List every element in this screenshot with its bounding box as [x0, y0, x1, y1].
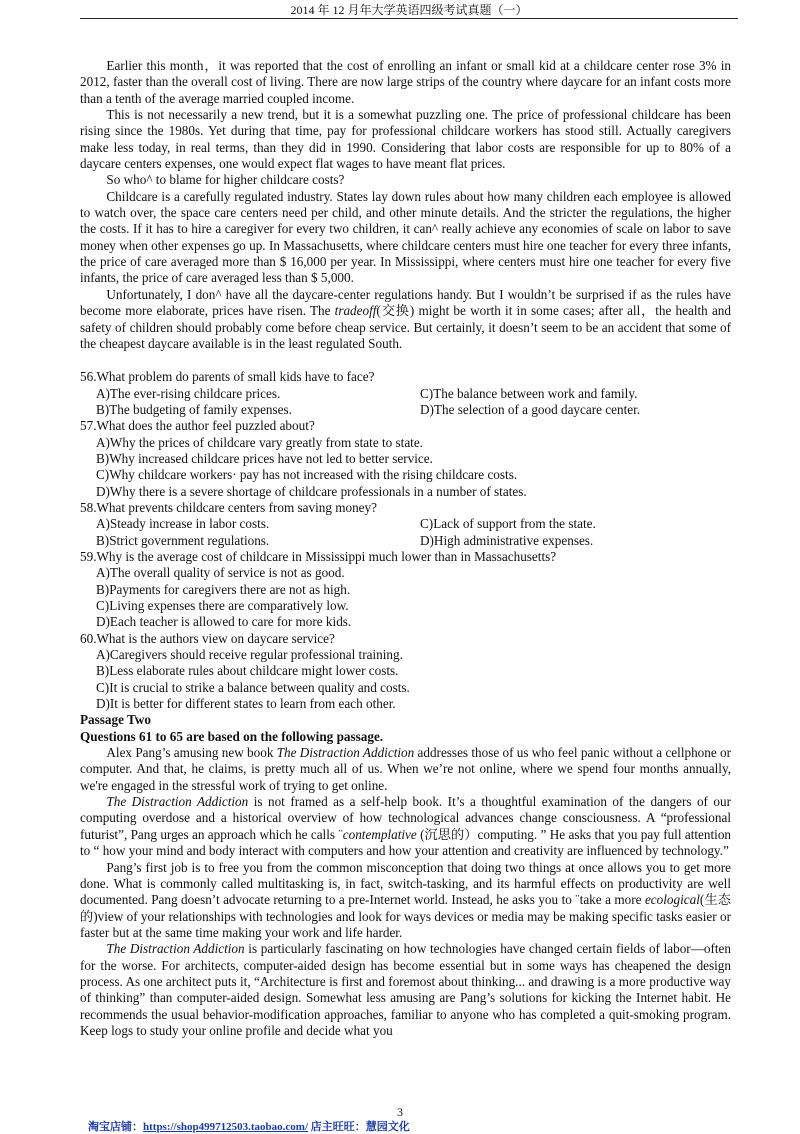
- option-a: A)Steady increase in labor costs.: [96, 516, 270, 532]
- question-stem: 57.What does the author feel puzzled about?: [80, 418, 315, 434]
- option-b: B)Less elaborate rules about childcare might lower costs.: [96, 663, 399, 679]
- option-c: C)The balance between work and family.: [420, 385, 638, 401]
- option-b: B)Payments for caregivers there are not as high.: [96, 581, 351, 597]
- passage-instruction: Questions 61 to 65 are based on the following passage.: [80, 728, 384, 744]
- book-title: The Distraction Addiction: [106, 794, 249, 810]
- paragraph-text: (生态的)view of your relationships with technologies and look for ways devices or media may be making specific tasks easier or faster but at the same time making your work and life harder.: [80, 892, 731, 940]
- question-stem: 56.What problem do parents of small kids have to face?: [80, 369, 375, 385]
- paragraph-text: Alex Pang’s amusing new book: [106, 745, 277, 761]
- question-stem: 59.Why is the average cost of childcare in Mississippi much lower than in Massachusetts?: [80, 548, 557, 564]
- option-d: D)Each teacher is allowed to care for more kids.: [96, 614, 352, 630]
- passage-paragraph: [80, 794, 731, 859]
- option-d: D)High administrative expenses.: [420, 532, 594, 548]
- passage-paragraph: This is not necessarily a new trend, but it is a somewhat puzzling one. The price of professional childcare has been rising since the 1980s. Yet during that time, pay for professional childcare workers has stood still. Actually caregivers make less today, in real terms, than they did in 1990. Considering that labor costs are responsible for up to 80% of a daycare centers expenses, one would expect flat wages to have meant flat prices.: [80, 107, 731, 172]
- passage-paragraph: [80, 941, 731, 1039]
- option-a: A)Caregivers should receive regular professional training.: [96, 647, 403, 663]
- book-title: The Distraction Addiction: [276, 745, 415, 761]
- passage-paragraph: [80, 745, 731, 794]
- option-b: B)The budgeting of family expenses.: [96, 401, 292, 417]
- passage-paragraph: Childcare is a carefully regulated industry. States lay down rules about how many children each employee is allowed to watch over, the space care centers need per child, and other minute details. And the stricter the regulations, the higher the costs. If it has to hire a caregiver for every two children, it can^ really achieve any economies of scale on labor to save money when other expenses go up. In Massachusetts, where childcare centers must hire one teacher for every three infants, the price of care averaged more than $ 16,000 per year. In Mississippi, where centers must hire one teacher for every five infants, the price of care averaged less than $ 5,000.: [80, 188, 731, 286]
- paragraph-text: Pang’s first job is to free you from the common misconception that doing two things at once allows you to get more done. What is commonly called multitasking is, in fact, switch-tasking, and its harmful effects on productivity are well documented. Pang doesn’t advocate returning to a pre-Internet world. Instead, he asks you to ¨take a more: [80, 859, 731, 908]
- option-d: D)It is better for different states to learn from each other.: [96, 696, 396, 712]
- option-b: B)Why increased childcare prices have not led to better service.: [96, 450, 433, 466]
- option-c: C)Lack of support from the state.: [420, 516, 596, 532]
- option-d: D)Why there is a severe shortage of childcare professionals in a number of states.: [96, 483, 527, 499]
- option-a: A)The overall quality of service is not as good.: [96, 565, 345, 581]
- owner-text: 店主旺旺：慧园文化: [308, 1121, 410, 1133]
- question-stem: 58.What prevents childcare centers from saving money?: [80, 499, 377, 515]
- emphasis-term: contemplative: [342, 826, 417, 842]
- option-b: B)Strict government regulations.: [96, 532, 270, 548]
- option-c: C)Living expenses there are comparatively low.: [96, 598, 349, 613]
- question-57: [80, 418, 731, 500]
- paragraph-text: is particularly fascinating on how technologies have changed certain fields of labor—often for the worse. For architects, computer-aided design has become essential but in some ways has cheapened the design process. As one architect puts it, “Architecture is first and foremost about thinking... and drawing is a more productive way of thinking” than computer-aided design. Somewhat less amusing are Pang’s solutions for kicking the Internet habit. He recommends the usual behavior-modification approaches, familiar to anyone who has completed a quit-smoking program. Keep logs to study your online profile and decide what you: [80, 941, 731, 1038]
- page-header: [80, 2, 738, 19]
- emphasis-term: tradeoff: [334, 303, 377, 319]
- shop-link[interactable]: https://shop499712503.taobao.com/: [143, 1121, 309, 1133]
- page-number: 3: [397, 1105, 403, 1119]
- header-title: 2014 年 12 月年大学英语四级考试真题（一）: [290, 3, 528, 17]
- paragraph-text: addresses those of us who feel panic without a cellphone or computer. And that, he claims, is pretty much all of us. When we’re not online, where we spend four months annually, we're engaged in the stressful work of trying to get online.: [80, 745, 731, 793]
- emphasis-term: ecological: [644, 892, 700, 908]
- passage-paragraph: Earlier this month，it was reported that the cost of enrolling an infant or small kid at a childcare center rose 3% in 2012, faster than the overall cost of living. There are now large strips of the country where daycare for an infant costs more than a tenth of the average married coupled income.: [80, 58, 731, 106]
- option-a: A)The ever-rising childcare prices.: [96, 385, 281, 401]
- option-c: C)It is crucial to strike a balance between quality and costs.: [96, 679, 410, 695]
- paragraph-text: Unfortunately, I don^ have all the daycare-center regulations handy. But I wouldn’t be surprised if as the rules have become more elaborate, prices have risen. The: [80, 286, 731, 319]
- passage-paragraph: [80, 287, 731, 352]
- option-a: A)Why the prices of childcare vary greatly from state to state.: [96, 434, 423, 450]
- question-58: [80, 500, 731, 549]
- paragraph-text: (交换) might be worth it in some cases; after all，the health and safety of children should probably come before cheap service. But certainly, it doesn’t seem to be an accident that some of the cheapest daycare available is in the least regulated South.: [80, 303, 731, 351]
- document-body: [80, 58, 731, 1039]
- book-title: The Distraction Addiction: [106, 941, 245, 957]
- paragraph-text: (沉思的）computing. ” He asks that you pay full attention to “ how your mind and body interact with computers and how your attention and creativity are influenced by technology.”: [80, 826, 732, 859]
- passage-paragraph: So who^ to blame for higher childcare costs?: [106, 172, 345, 188]
- question-56: [80, 369, 731, 418]
- passage-heading: Passage Two: [80, 712, 151, 728]
- question-60: [80, 631, 731, 713]
- shop-label: 淘宝店铺：: [88, 1121, 143, 1133]
- passage-paragraph: [80, 860, 731, 942]
- option-d: D)The selection of a good daycare center.: [420, 401, 641, 417]
- question-59: [80, 549, 731, 631]
- option-c: C)Why childcare workers· pay has not increased with the rising childcare costs.: [96, 467, 518, 483]
- question-stem: 60.What is the authors view on daycare service?: [80, 630, 335, 646]
- paragraph-text: is not framed as a self-help book. It’s a thoughtful examination of the dangers of our computing overdose and a historical overview of how technological advances change consciousness. A “professional futurist”, Pang urges an approach which he calls ¨: [80, 794, 731, 842]
- footer-shop-info: [88, 1118, 410, 1134]
